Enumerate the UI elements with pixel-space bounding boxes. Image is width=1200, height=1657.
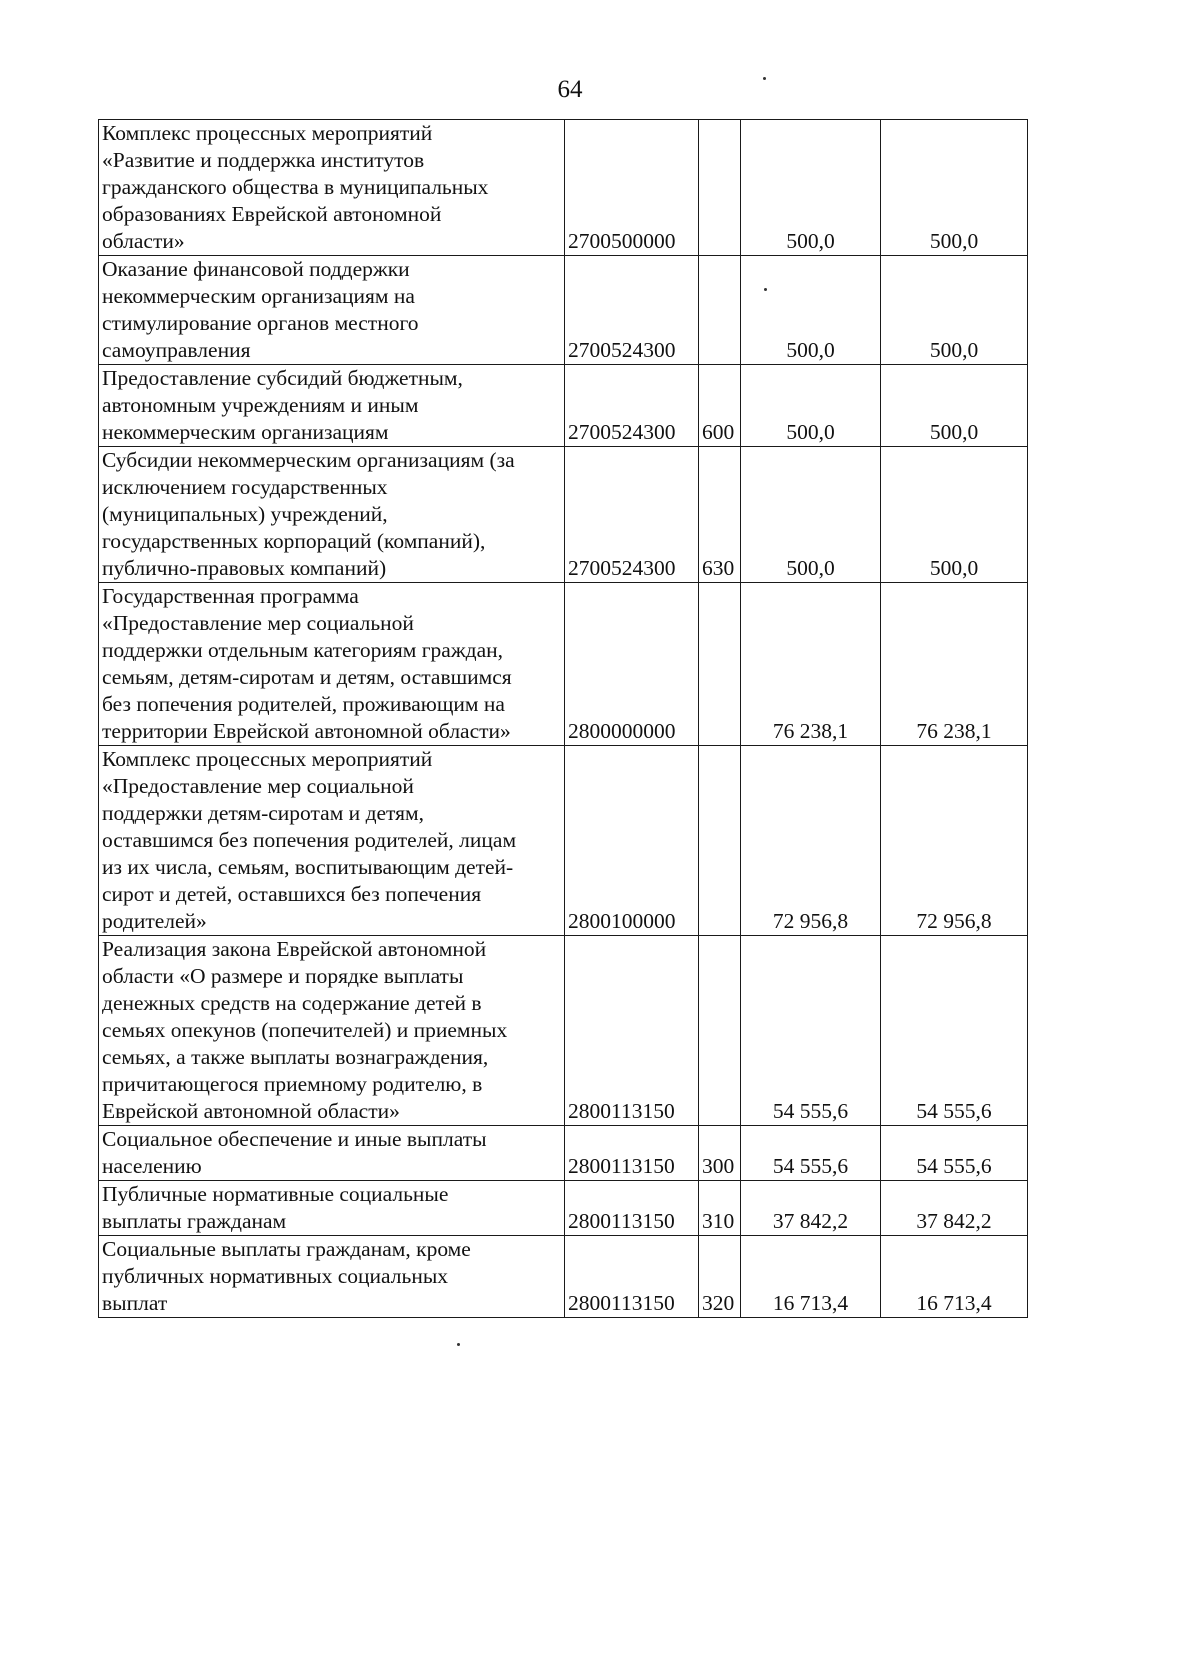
row-name: Социальные выплаты гражданам, кроме публичных нормативных социальных выплат	[99, 1236, 565, 1318]
row-target-code: 2800100000	[565, 746, 699, 936]
table-row	[99, 583, 1028, 746]
row-amount-2: 500,0	[881, 120, 1028, 256]
row-name: Публичные нормативные социальные выплаты гражданам	[99, 1181, 565, 1236]
row-target-code: 2700500000	[565, 120, 699, 256]
row-name: Предоставление субсидий бюджетным, автономным учреждениям и иным некоммерческим организациям	[99, 365, 565, 447]
row-name: Комплекс процессных мероприятий «Предоставление мер социальной поддержки детям-сиротам и детям, оставшимся без попечения родителей, лицам из их числа, семьям, воспитывающим детей- сирот и детей, оставшихся без попечения родителей»	[99, 746, 565, 936]
row-amount-2: 500,0	[881, 365, 1028, 447]
table-row	[99, 1181, 1028, 1236]
page-number: 64	[557, 76, 583, 103]
row-target-code: 2800113150	[565, 936, 699, 1126]
row-amount-1: 76 238,1	[741, 583, 881, 746]
row-expense-type	[699, 583, 741, 746]
row-target-code: 2700524300	[565, 365, 699, 447]
row-target-code: 2800113150	[565, 1236, 699, 1318]
row-amount-2: 54 555,6	[881, 936, 1028, 1126]
scan-speck	[763, 77, 766, 80]
table-row	[99, 936, 1028, 1126]
row-name: Социальное обеспечение и иные выплаты населению	[99, 1126, 565, 1181]
row-name: Комплекс процессных мероприятий «Развитие и поддержка институтов гражданского общества в муниципальных образованиях Еврейской автономной области»	[99, 120, 565, 256]
row-expense-type: 300	[699, 1126, 741, 1181]
row-amount-1: 54 555,6	[741, 936, 881, 1126]
row-amount-1: 500,0	[741, 120, 881, 256]
row-amount-1: 54 555,6	[741, 1126, 881, 1181]
table-row	[99, 1126, 1028, 1181]
table-row	[99, 256, 1028, 365]
row-amount-1: 37 842,2	[741, 1181, 881, 1236]
row-target-code: 2800000000	[565, 583, 699, 746]
row-target-code: 2800113150	[565, 1126, 699, 1181]
row-amount-2: 37 842,2	[881, 1181, 1028, 1236]
row-amount-1: 16 713,4	[741, 1236, 881, 1318]
row-amount-1: 72 956,8	[741, 746, 881, 936]
row-amount-1: 500,0	[741, 256, 881, 365]
row-expense-type: 600	[699, 365, 741, 447]
row-target-code: 2700524300	[565, 447, 699, 583]
row-amount-2: 500,0	[881, 256, 1028, 365]
row-target-code: 2700524300	[565, 256, 699, 365]
row-expense-type	[699, 936, 741, 1126]
row-expense-type	[699, 746, 741, 936]
table-row	[99, 447, 1028, 583]
row-amount-1: 500,0	[741, 365, 881, 447]
row-expense-type	[699, 120, 741, 256]
row-amount-2: 72 956,8	[881, 746, 1028, 936]
row-amount-2: 54 555,6	[881, 1126, 1028, 1181]
row-name: Оказание финансовой поддержки некоммерческим организациям на стимулирование органов местного самоуправления	[99, 256, 565, 365]
row-name: Субсидии некоммерческим организациям (за исключением государственных (муниципальных) учреждений, государственных корпораций (компаний), публично-правовых компаний)	[99, 447, 565, 583]
row-expense-type: 310	[699, 1181, 741, 1236]
row-target-code: 2800113150	[565, 1181, 699, 1236]
row-amount-2: 16 713,4	[881, 1236, 1028, 1318]
table-row	[99, 120, 1028, 256]
row-amount-1: 500,0	[741, 447, 881, 583]
table-row	[99, 365, 1028, 447]
scan-speck	[457, 1343, 460, 1346]
row-expense-type	[699, 256, 741, 365]
scan-speck	[764, 288, 767, 291]
row-name: Реализация закона Еврейской автономной области «О размере и порядке выплаты денежных средств на содержание детей в семьях опекунов (попечителей) и приемных семьях, а также выплаты вознаграждения, причитающегося приемному родителю, в Еврейской автономной области»	[99, 936, 565, 1126]
table-row	[99, 746, 1028, 936]
row-name: Государственная программа «Предоставление мер социальной поддержки отдельным категориям граждан, семьям, детям-сиротам и детям, оставшимся без попечения родителей, проживающим на территории Еврейской автономной области»	[99, 583, 565, 746]
table-row	[99, 1236, 1028, 1318]
row-expense-type: 630	[699, 447, 741, 583]
row-amount-2: 500,0	[881, 447, 1028, 583]
budget-table	[98, 119, 1028, 1318]
row-amount-2: 76 238,1	[881, 583, 1028, 746]
row-expense-type: 320	[699, 1236, 741, 1318]
